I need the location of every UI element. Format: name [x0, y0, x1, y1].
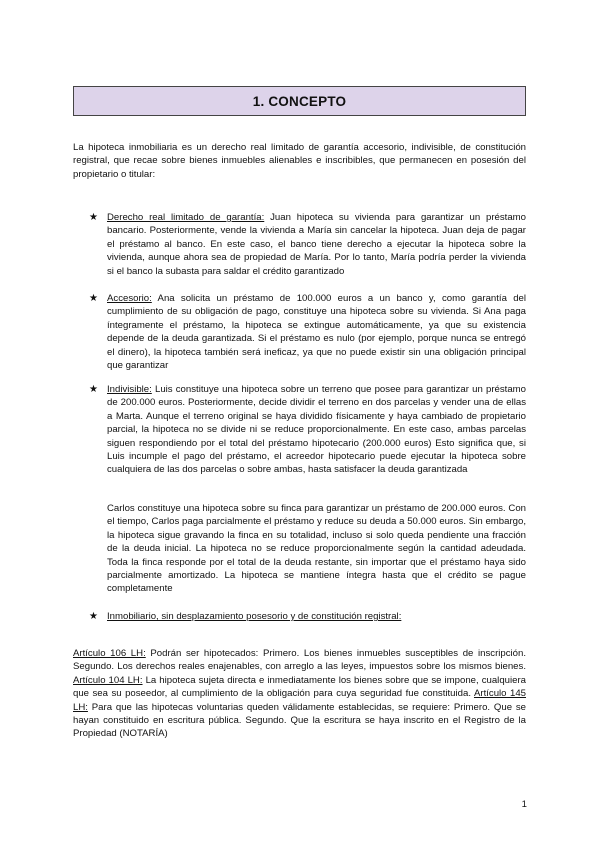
- article-ref: Artículo 106 LH:: [73, 648, 146, 659]
- page-number: 1: [521, 799, 527, 810]
- article-ref: Artículo 104 LH:: [73, 674, 143, 686]
- list-item-text: Juan hipoteca su vivienda para garantizar un préstamo bancario. Posteriormente, vende la vivienda a María sin cancelar la hipoteca. Juan deja de pagar el préstamo al banco. En este caso, el banco tiene derecho a ejecutar la hipoteca sobre la vivienda, aunque ahora sea de propiedad de María. Por lo tanto, María podría perder la vivienda si el banco la subasta para saldar el crédito garantizado: [107, 212, 526, 277]
- list-item-term: Indivisible:: [107, 384, 152, 395]
- list-item-inmobiliario: [107, 610, 526, 623]
- article-text: La hipoteca sujeta directa e inmediatamente los bienes sobre que se impone, cualquiera que sea su poseedor, al cumplimiento de la obligación para cuya seguridad fue constituida.: [73, 674, 526, 700]
- star-bullet-icon: ★: [89, 384, 98, 395]
- list-item-indivisible-example: Carlos constituye una hipoteca sobre su finca para garantizar un préstamo de 200.000 euros. Con el tiempo, Carlos paga parcialmente el préstamo y reduce su deuda a 50.000 euros. Sin embargo, la hipoteca sigue gravando la finca en su totalidad, incluso si solo queda pendiente una fracción de la deuda inicial. La hipoteca no se reduce proporcionalmente según la cantidad adeudada. Toda la finca responde por el total de la deuda restante, sin importar que el préstamo haya sido parcialmente amortizado. La hipoteca se mantiene íntegra hasta que el crédito se pague completamente: [107, 503, 526, 595]
- intro-paragraph: La hipoteca inmobiliaria es un derecho real limitado de garantía accesorio, indivisible, de constitución registral, que recae sobre bienes inmuebles alienables e inscribibles, que permanecen en posesión del propietario o titular:: [73, 142, 526, 180]
- list-item-text: Luis constituye una hipoteca sobre un terreno que posee para garantizar un préstamo de 200.000 euros. Posteriormente, decide dividir el terreno en dos parcelas y vender una de ellas a Marta. Aunque el terreno original se haya dividido físicamente y haya cambiado de propietario parcial, la hipoteca no se divide ni se reduce proporcionalmente. En este caso, ambas parcelas siguen respondiendo por el total del préstamo hipotecario (200.000 euros) Esto significa que, si Luis incumple el pago del préstamo, el acreedor hipotecario puede ejecutar la hipoteca sobre cualquiera de las dos parcelas o sobre ambas, hasta satisfacer la deuda garantizada: [107, 384, 526, 476]
- articles-paragraph: [73, 647, 526, 741]
- star-bullet-icon: ★: [89, 611, 98, 622]
- list-item-term: Derecho real limitado de garantía:: [107, 212, 265, 223]
- article-text: Para que las hipotecas voluntarias queden válidamente establecidas, se requiere: Primero. Que se hayan constituido en escritura pública. Segundo. Que la escritura se haya inscrito en el Registro de la Propiedad (NOTARÍA): [73, 701, 526, 740]
- article-ref: Artículo 145 LH:: [73, 688, 526, 713]
- list-item-indivisible: [107, 383, 526, 477]
- section-heading-text: 1. CONCEPTO: [252, 93, 347, 109]
- list-item-derecho-real: [107, 211, 526, 278]
- star-bullet-icon: ★: [89, 212, 98, 223]
- list-item-term: Accesorio:: [107, 293, 152, 304]
- list-item-text: Ana solicita un préstamo de 100.000 euros a un banco y, como garantía del cumplimiento de su obligación de pago, constituye una hipoteca sobre su vivienda. Si Ana paga íntegramente el préstamo, la hipoteca se extingue automáticamente, ya que su existencia depende de la deuda garantizada. Si el préstamo es nulo (por ejemplo, porque nunca se entregó el dinero), la hipoteca también será ineficaz, ya que no puede existir sin una obligación principal que garantizar: [107, 293, 526, 372]
- list-item-term: Inmobiliario, sin desplazamiento posesorio y de constitución registral:: [107, 611, 402, 622]
- list-item-accesorio: [107, 292, 526, 372]
- section-heading: [73, 86, 526, 116]
- article-text: Podrán ser hipotecados: Primero. Los bienes inmuebles susceptibles de inscripción. Segundo. Los derechos reales enajenables, con arreglo a las leyes, impuestos sobre los mismos bienes.: [73, 648, 526, 673]
- star-bullet-icon: ★: [89, 293, 98, 304]
